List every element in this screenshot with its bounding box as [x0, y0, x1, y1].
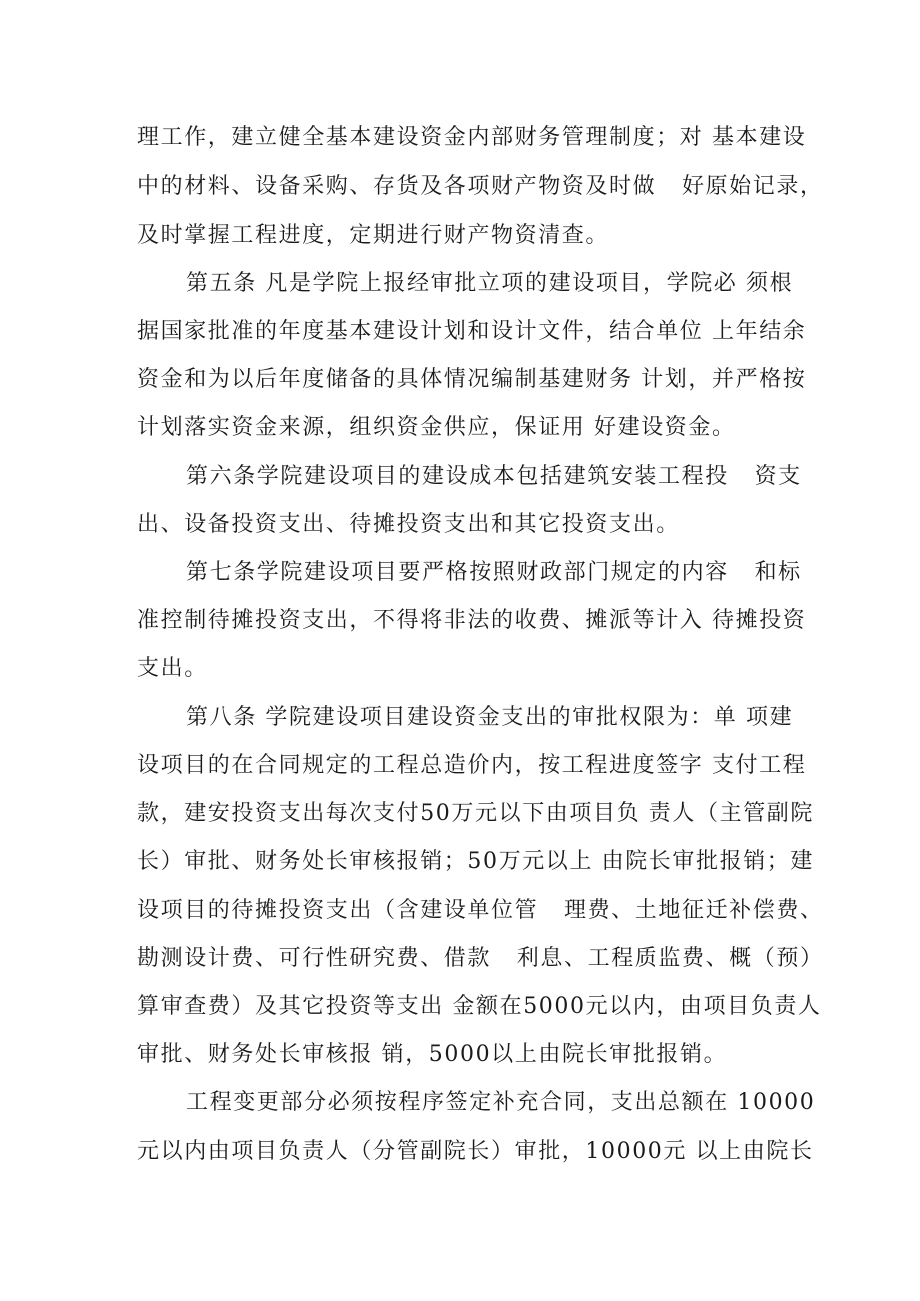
text-line: 元以内由项目负责人（分管副院长）审批，10000元 以上由院长 [137, 1139, 814, 1164]
text-line: 出、设备投资支出、待摊投资支出和其它投资支出。 [137, 512, 680, 537]
text-line: 设项目的在合同规定的工程总造价内，按工程进度签字 支付工程 [137, 753, 807, 778]
text-line: 第七条学院建设项目要严格按照财政部门规定的内容 和标 [186, 560, 802, 585]
text-line: 计划落实资金来源，组织资金供应，保证用 好建设资金。 [137, 415, 736, 440]
text-line: 准控制待摊投资支出，不得将非法的收费、摊派等计入 待摊投资 [137, 608, 807, 633]
text-line: 算审查费）及其它投资等支出 金额在5000元以内，由项目负责人 [137, 994, 822, 1019]
text-line: 据国家批准的年度基本建设计划和设计文件，结合单位 上年结余 [137, 319, 807, 344]
text-line: 第八条 学院建设项目建设资金支出的审批权限为：单 项建 [186, 705, 794, 730]
text-line: 设项目的待摊投资支出（含建设单位管 理费、土地征迁补偿费、 [137, 898, 824, 923]
text-line: 资金和为以后年度储备的具体情况编制基建财务 计划，并严格按 [137, 367, 807, 392]
text-line: 及时掌握工程进度，定期进行财产物资清查。 [137, 223, 610, 248]
text-line: 第五条 凡是学院上报经审批立项的建设项目，学院必 须根 [186, 271, 794, 296]
text-line: 理工作，建立健全基本建设资金内部财务管理制度；对 基本建设 [137, 125, 807, 150]
text-line: 勘测设计费、可行性研究费、借款 利息、工程质监费、概（预） [137, 946, 824, 971]
text-line: 工程变更部分必须按程序签定补充合同，支出总额在 10000 [186, 1090, 816, 1115]
text-line: 中的材料、设备采购、存货及各项财产物资及时做 好原始记录， [137, 174, 824, 199]
text-line: 第六条学院建设项目的建设成本包括建筑安装工程投 资支 [186, 464, 802, 489]
text-line: 长）审批、财务处长审核报销；50万元以上 由院长审批报销；建 [137, 849, 814, 874]
text-line: 审批、财务处长审核报 销，5000以上由院长审批报销。 [137, 1042, 728, 1067]
text-line: 支出。 [137, 656, 208, 681]
text-line: 款，建安投资支出每次支付50万元以下由项目负 责人（主管副院 [137, 801, 814, 826]
